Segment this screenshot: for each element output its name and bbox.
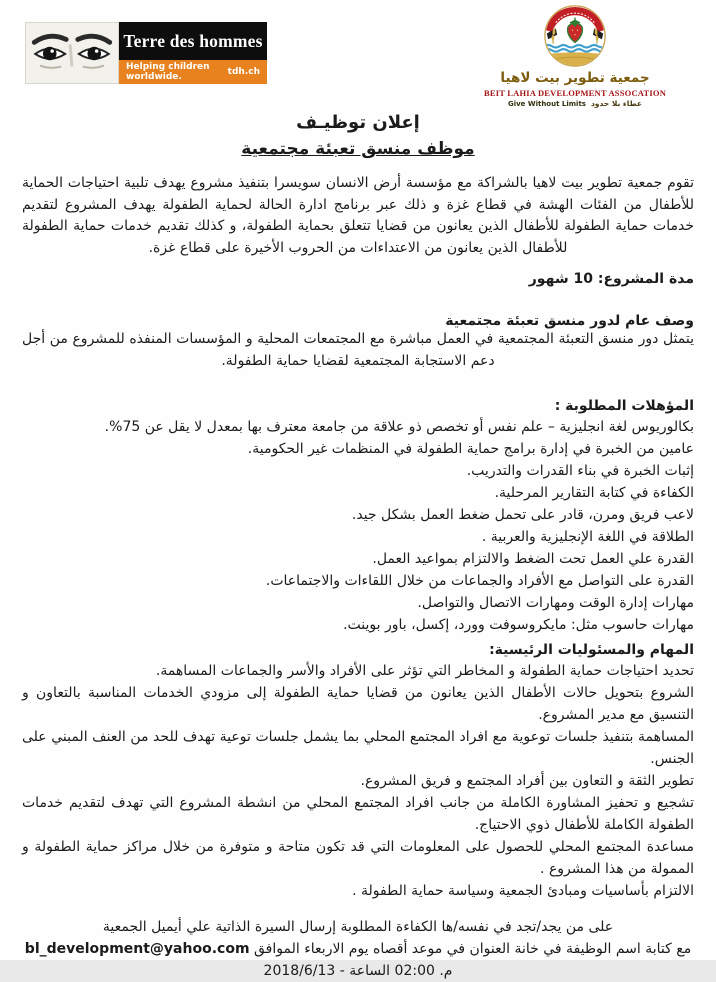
child-eyes-icon [26,23,118,83]
qualification-item: القدرة علي العمل تحت الضغط والالتزام بمواعيد العمل. [372,551,694,567]
deadline-separator: - [339,963,345,979]
qualifications-list [22,416,694,636]
blda-emblem-icon [543,4,607,68]
tdh-tagline-text: Helping children worldwide. [126,62,210,82]
blda-tagline-arabic: عطاء بلا حدود [590,99,643,108]
qualification-item: مهارات حاسوب مثل: مايكروسوفت وورد، إكسل، باور بوينت. [343,617,694,633]
application-email: bl_development@yahoo.com [24,941,250,957]
qualification-item: إثبات الخبرة في بناء القدرات والتدريب. [466,463,694,479]
qualification-item: القدرة على التواصل مع الأفراد والجماعات من خلال اللقاءات والاجتماعات. [265,573,694,589]
task-item: تحديد احتياجات حماية الطفولة و المخاطر التي تؤثر على الأفراد والأسر والجماعات المساهمة. [155,663,694,679]
tdh-eyes-image [25,22,119,84]
application-instructions [22,916,694,982]
announcement-title: إعلان توظيـف [296,112,420,133]
blda-org-name-arabic: جمعية تطوير بيت لاهيا [500,70,650,86]
document-body [0,112,716,982]
tasks-list [22,660,694,902]
intro-paragraph: تقوم جمعية تطوير بيت لاهيا بالشراكة مع مؤسسة أرض الانسان سويسرا بتنفيذ مشروع يهدف تلبية احتياجات الحماية للأطفال من الفئات الهشة في قطاع غزة و ذلك عبر برنامج ادارة الحالة لحماية الطفولة يهدف المشروع لتقديم خدمات حماية الطفولة للأطفال الذين يعانون من قضايا تتعلق بحماية الطفولة، و كذلك تقديم خدمات حماية الطفولة للأطفال الذين يعانون من الاعتداءات من الحروب الأخيرة على قطاع غزة. [22,175,694,256]
tasks-heading: المهام والمسئوليات الرئيسية: [489,642,694,658]
deadline-time: 02:00 [394,963,435,979]
deadline-time-label: الساعة [349,963,391,979]
deadline-date: 2018/6/13 [263,963,336,979]
duration-label: مدة المشروع: [597,271,694,287]
blda-org-name-english: BEIT LAHIA DEVELOPMENT ASSOCATION [483,88,667,98]
role-description: يتمثل دور منسق التعبئة المجتمعية في العمل مباشرة مع المجتمعات المحلية و المؤسسات المنفذه للمشروع من أجل دعم الاستجابة المجتمعية لقضايا حماية الطفولة. [22,331,694,369]
closing-line-2-text: مع كتابة اسم الوظيفة في خانة العنوان في موعد أقصاه يوم الاربعاء الموافق [254,941,692,957]
qualification-item: بكالوريوس لغة انجليزية – علم نفس أو تخصص ذو علاقة من جامعة معترف بها بمعدل لا يقل عن 75%. [104,419,694,435]
qualifications-heading: المؤهلات المطلوبة : [554,398,694,414]
task-item: تشجيع و تحفيز المشاورة الكاملة من جانب افراد المجتمع المحلي من انشطة المشروع التي تهدف لتقديم خدمات الطفولة الكاملة للأطفال ذوي الاحتياج. [22,795,694,833]
tdh-logo [25,22,267,84]
deadline-meridiem: م. [439,963,453,979]
qualification-item: عامين من الخبرة في إدارة برامج حماية الطفولة في المنظمات غير الحكومية. [247,441,694,457]
blda-logo [472,4,678,108]
task-item: مساعدة المجتمع المحلي للحصول على المعلومات التي قد تكون متاحة و متوفرة من خلال مراكز حماية الطفولة و الممولة من هذا المشروع . [22,839,694,877]
job-title: موظف منسق تعبئة مجتمعية [241,139,475,159]
header [0,0,716,108]
tdh-logo-wordmark: Terre des hommes [119,22,267,60]
closing-line-1: على من يجد/تجد في نفسه/ها الكفاءة المطلوبة إرسال السيرة الذاتية علي أيميل الجمعية [102,919,614,935]
task-item: الشروع بتحويل حالات الأطفال الذين يعانون من قضايا حماية الطفولة إلى مزودي الخدمات المناسبة بالتعاون و التنسيق مع مدير المشروع. [22,685,694,723]
task-item: المساهمة بتنفيذ جلسات توعوية مع افراد المجتمع المحلي بما يشمل جلسات توعية تهدف للحد من العنف المبني على الجنس. [22,729,694,767]
duration-value: 10 شهور [528,271,593,287]
tdh-logo-tagline [119,60,267,84]
task-item: تطوير الثقة و التعاون بين أفراد المجتمع و فريق المشروع. [360,773,694,789]
project-duration-line [22,271,694,287]
qualification-item: الطلاقة في اللغة الإنجليزية والعربية . [481,529,694,545]
qualification-item: الكفاءة في كتابة التقارير المرحلية. [494,485,694,501]
tdh-url-text: tdh.ch [227,67,260,77]
blda-tagline [472,99,678,108]
qualification-item: مهارات إدارة الوقت ومهارات الاتصال والتواصل. [417,595,694,611]
closing-line-2 [22,938,694,960]
role-section-heading: وصف عام لدور منسق تعبئة مجتمعية [445,313,694,329]
deadline-line [22,960,694,982]
qualification-item: لاعب فريق ومرن، قادر على تحمل ضغط العمل بشكل جيد. [351,507,694,523]
blda-tagline-english: Give Without Limits [507,99,586,108]
task-item: الالتزام بأساسيات ومبادئ الجمعية وسياسة حماية الطفولة . [352,883,694,899]
